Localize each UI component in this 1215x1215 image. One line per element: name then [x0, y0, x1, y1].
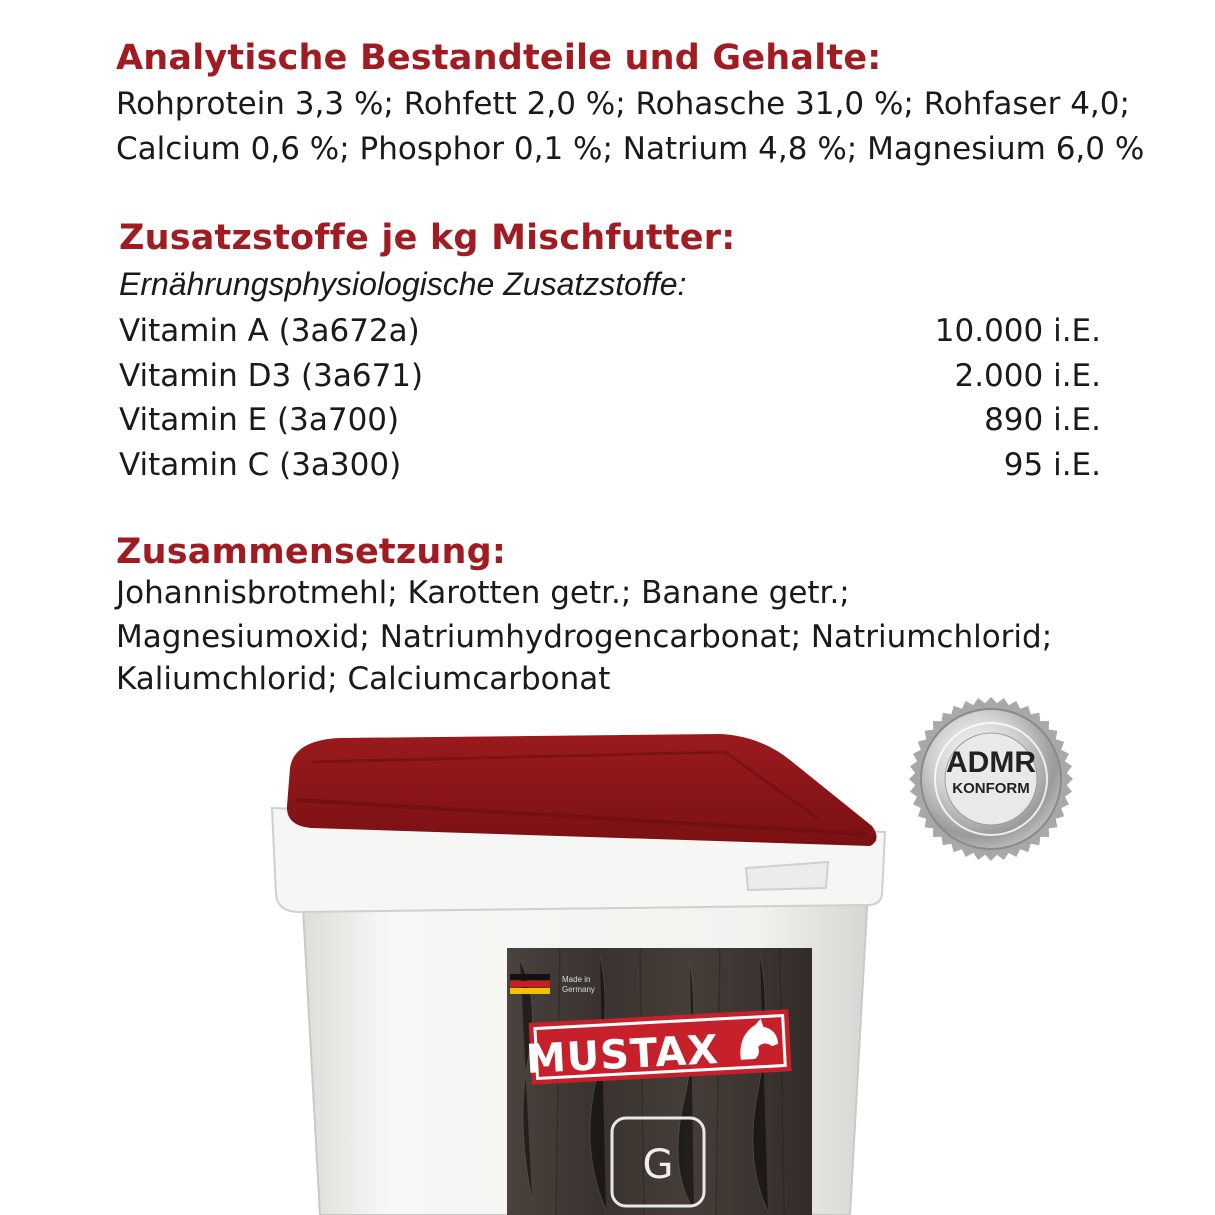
rim-handle [746, 862, 828, 890]
vitamin-amount: 2.000 i.E. [954, 358, 1101, 394]
composition-heading: Zusammensetzung: [116, 532, 507, 572]
analytics-heading: Analytische Bestandteile und Gehalte: [116, 38, 882, 78]
composition-line-2: Magnesiumoxid; Natriumhydrogencarbonat; Natriumchlorid; [116, 619, 1053, 655]
additives-subheading: Ernährungsphysiologische Zusatzstoffe: [119, 266, 687, 302]
made-in-text: Made in [562, 975, 591, 984]
analytics-line-2: Calcium 0,6 %; Phosphor 0,1 %; Natrium 4,8 %; Magnesium 6,0 % [116, 131, 1145, 167]
brand-text: MUSTAX [524, 1026, 721, 1083]
vitamin-row [119, 313, 1101, 349]
composition-line-1: Johannisbrotmehl; Karotten getr.; Banane getr.; [116, 575, 850, 611]
made-in-text: Germany [562, 985, 595, 994]
vitamin-amount: 95 i.E. [1003, 447, 1101, 483]
additives-heading: Zusatzstoffe je kg Mischfutter: [119, 218, 736, 258]
composition-line-3: Kaliumchlorid; Calciumcarbonat [116, 661, 611, 697]
label-letter: G [642, 1142, 674, 1188]
vitamin-name: Vitamin C (3a300) [119, 447, 402, 483]
vitamin-row [119, 358, 1101, 394]
seal-title: ADMR [946, 746, 1036, 779]
seal-subtitle: KONFORM [952, 780, 1030, 797]
vitamin-name: Vitamin E (3a700) [119, 402, 400, 438]
vitamin-row [119, 402, 1101, 438]
vitamin-row [119, 447, 1101, 483]
analytics-line-1: Rohprotein 3,3 %; Rohfett 2,0 %; Rohasche 31,0 %; Rohfaser 4,0; [116, 86, 1130, 122]
vitamin-name: Vitamin A (3a672a) [119, 313, 420, 349]
vitamin-name: Vitamin D3 (3a671) [119, 358, 424, 394]
vitamin-amount: 10.000 i.E. [934, 313, 1101, 349]
vitamin-amount: 890 i.E. [984, 402, 1101, 438]
